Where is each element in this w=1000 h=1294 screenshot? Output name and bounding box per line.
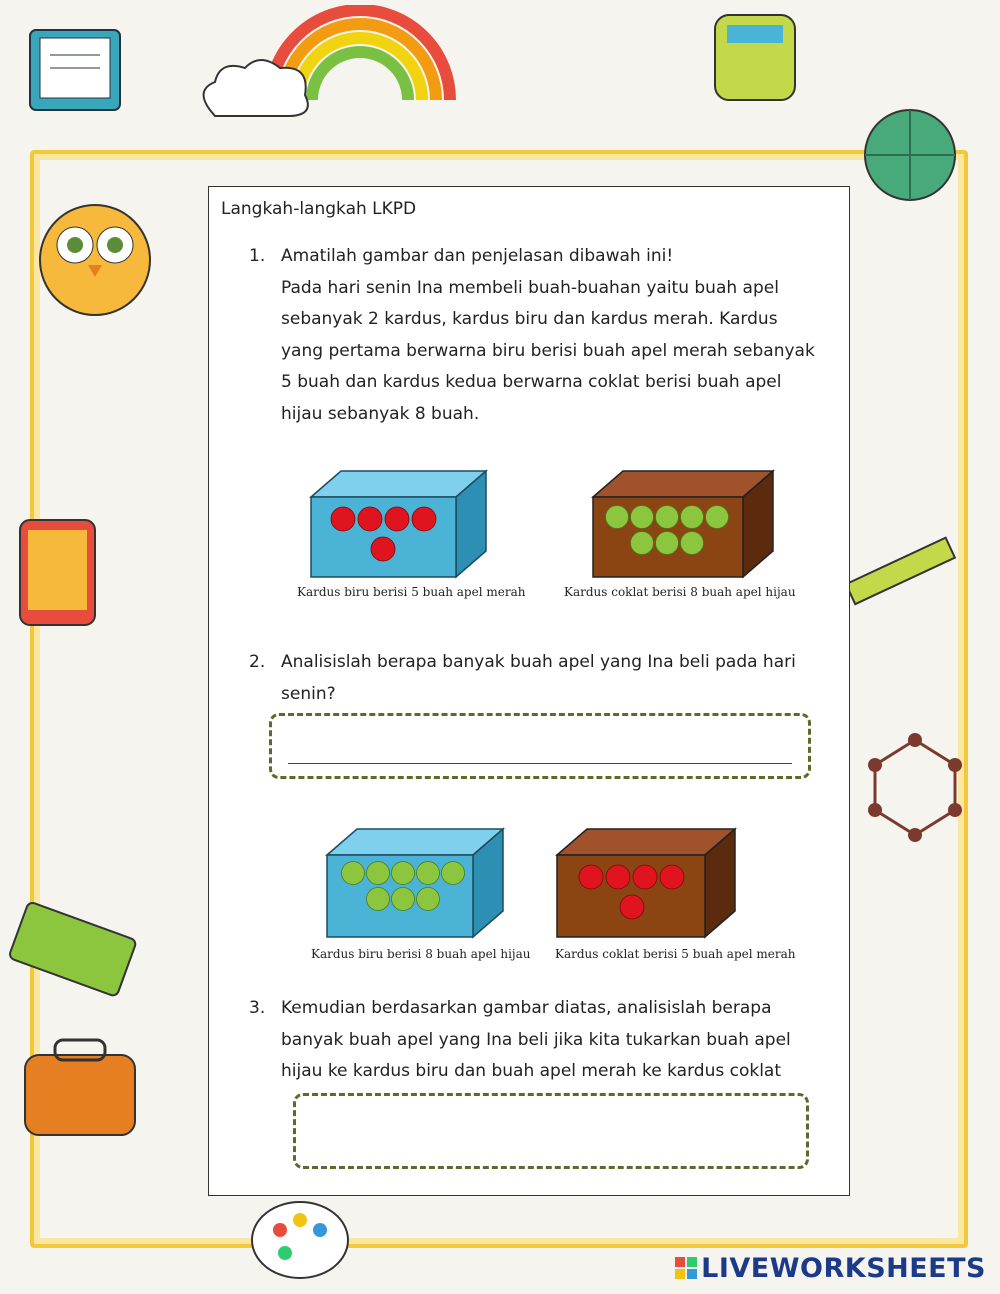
question-2	[249, 647, 844, 710]
tablet-doodle-icon	[10, 515, 105, 630]
question-line: Analisislah berapa banyak buah apel yang Ina beli pada hari	[281, 652, 796, 672]
cloud-doodle-icon	[190, 50, 320, 130]
figure-caption: Kardus coklat berisi 5 buah apel merah	[555, 947, 796, 961]
question-line: Pada hari senin Ina membeli buah-buahan yaitu buah apel	[281, 277, 779, 298]
figure-boxes-1	[281, 461, 801, 609]
question-line: hijau ke kardus biru dan buah apel merah ke kardus coklat	[281, 1061, 782, 1081]
molecule-doodle-icon	[850, 730, 980, 880]
question-1	[249, 241, 844, 430]
question-line: yang pertama berwarna biru berisi buah apel merah sebanyak	[281, 340, 815, 361]
question-line: senin?	[281, 683, 336, 704]
figure-caption: Kardus biru berisi 5 buah apel merah	[297, 585, 526, 599]
question-number: 3.	[249, 998, 266, 1018]
page-title: Langkah-langkah LKPD	[221, 199, 417, 219]
ruler-doodle-icon	[840, 530, 960, 610]
question-line: hijau sebanyak 8 buah.	[281, 403, 480, 424]
logo-text: LIVEWORKSHEETS	[701, 1253, 986, 1284]
figure-caption: Kardus coklat berisi 8 buah apel hijau	[564, 585, 796, 599]
question-line: sebanyak 2 kardus, kardus biru dan kardus merah. Kardus	[281, 309, 778, 329]
worksheet-panel	[208, 186, 850, 1196]
question-line: banyak buah apel yang Ina beli jika kita tukarkan buah apel	[281, 1029, 791, 1050]
liveworksheets-mark-icon	[675, 1257, 697, 1279]
figure-boxes-2	[303, 819, 799, 971]
answer-line	[288, 763, 792, 764]
owl-doodle-icon	[10, 180, 180, 320]
question-line: Amatilah gambar dan penjelasan dibawah ini!	[281, 246, 674, 266]
answer-input-2[interactable]	[293, 1093, 809, 1169]
question-line: Kemudian berdasarkan gambar diatas, analisislah berapa	[281, 998, 772, 1018]
question-number: 1.	[249, 246, 266, 266]
palette-doodle-icon	[245, 1195, 355, 1285]
book-doodle-icon	[20, 10, 140, 130]
question-number: 2.	[249, 652, 266, 672]
liveworksheets-logo	[675, 1253, 986, 1284]
notebook-doodle-icon	[5, 900, 145, 1000]
answer-input-1[interactable]	[269, 713, 811, 779]
figure-caption: Kardus biru berisi 8 buah apel hijau	[311, 947, 531, 961]
bag-doodle-icon	[15, 1030, 145, 1140]
question-line: 5 buah dan kardus kedua berwarna coklat berisi buah apel	[281, 372, 782, 392]
calculator-doodle-icon	[705, 5, 805, 105]
globe-doodle-icon	[850, 100, 970, 210]
question-3	[249, 993, 844, 1088]
